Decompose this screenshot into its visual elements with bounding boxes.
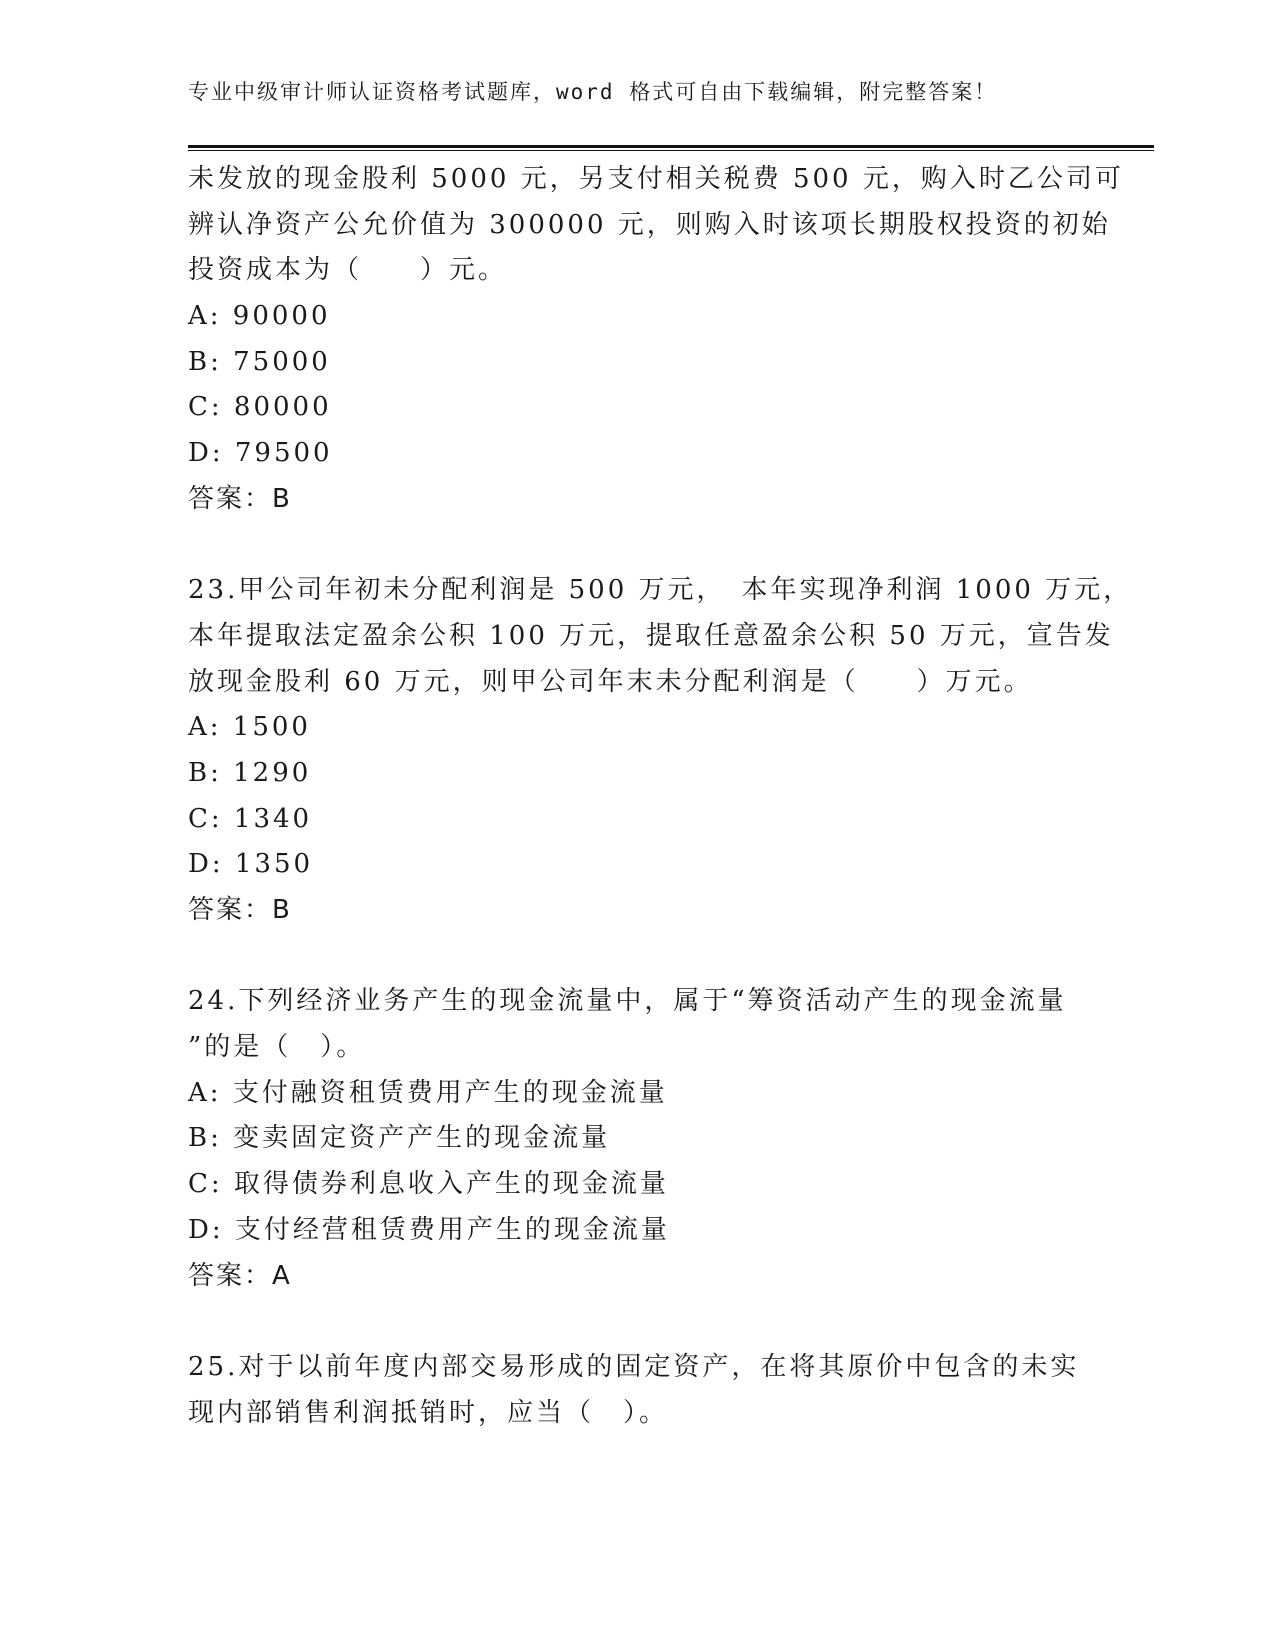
option-d: D: 1350 [188,849,314,880]
answer-line: 答案：A [188,1260,292,1291]
question-text-line: 辨认净资产公允价值为 300000 元，则购入时该项长期股权投资的初始 [188,209,1111,240]
answer-line: 答案：B [188,895,292,925]
option-b: B: 1290 [188,757,312,788]
header-rule-thin [188,150,1154,151]
option-a: A: 1500 [188,712,311,743]
question-text-line: 本年提取法定盈余公积 100 万元，提取任意盈余公积 50 万元，宣告发 [188,620,1114,651]
option-c: C: 80000 [188,392,332,423]
question-24 [188,979,1088,1299]
option-a: A: 支付融资租赁费用产生的现金流量 [188,1077,668,1108]
option-d: D: 支付经营租赁费用产生的现金流量 [188,1214,670,1245]
question-text-line: 未发放的现金股利 5000 元，另支付相关税费 500 元，购入时乙公司可 [188,164,1124,194]
question-22 [188,157,1124,523]
spacer [188,934,1088,980]
option-c: C: 取得债券利息收入产生的现金流量 [188,1169,669,1200]
spacer [188,523,1088,569]
option-b: B: 变卖固定资产产生的现金流量 [188,1123,611,1154]
question-text-line: 投资成本为（ ）元。 [188,255,508,286]
question-text-line: 24.下列经济业务产生的现金流量中，属于“筹资活动产生的现金流量 [188,986,1067,1017]
answer-line: 答案：B [188,483,292,514]
spacer [188,1299,1088,1345]
question-text-line: 放现金股利 60 万元，则甲公司年末未分配利润是（ ）万元。 [188,666,1033,697]
option-a: A: 90000 [188,301,331,332]
option-c: C: 1340 [188,803,313,834]
question-text-line: ”的是（ ）。 [188,1032,366,1063]
page-header: 专业中级审计师认证资格考试题库，word 格式可自由下载编辑，附完整答案！ [188,80,998,104]
page-content [188,157,1133,1436]
question-text-line: 23.甲公司年初未分配利润是 500 万元， 本年实现净利润 1000 万元， [188,575,1133,606]
header-rule-thick [188,145,1154,148]
question-text-line: 25.对于以前年度内部交易形成的固定资产，在将其原价中包含的未实 [188,1351,1080,1382]
question-25 [188,1345,1088,1436]
option-b: B: 75000 [188,346,331,377]
option-d: D: 79500 [188,438,333,469]
question-23 [188,568,1133,934]
question-text-line: 现内部销售利润抵销时，应当（ ）。 [188,1397,669,1428]
